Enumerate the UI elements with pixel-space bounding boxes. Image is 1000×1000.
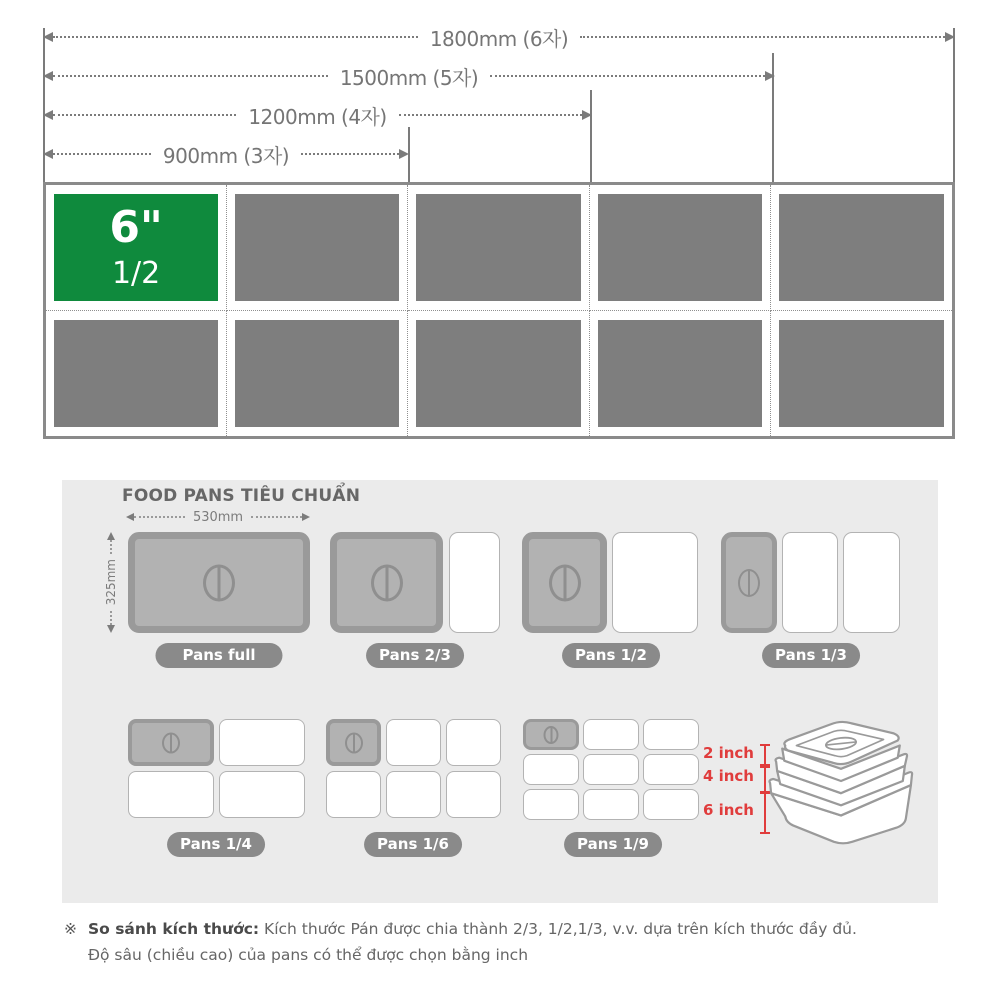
white-pan bbox=[612, 532, 698, 633]
food-pans-section bbox=[62, 480, 938, 903]
pan-size-badge: Pans 2/3 bbox=[366, 643, 464, 668]
lid-handle-icon bbox=[738, 569, 760, 597]
white-pan bbox=[782, 532, 838, 633]
dimension-extension-line bbox=[408, 127, 410, 182]
pans-1-4-group bbox=[128, 719, 305, 818]
dimension-row-1500 bbox=[43, 65, 775, 90]
gray-panel bbox=[235, 194, 399, 301]
dotted-line bbox=[490, 75, 765, 77]
dimension-label: 900mm (3자) bbox=[162, 143, 290, 168]
lid-handle-icon bbox=[549, 564, 581, 601]
dimension-extension-line bbox=[953, 28, 955, 182]
white-pan bbox=[583, 754, 639, 785]
gray-pan bbox=[326, 719, 381, 766]
pan-fraction-label: 1/2 bbox=[111, 255, 161, 291]
white-pan bbox=[128, 771, 214, 818]
height-dimension-325mm bbox=[100, 532, 122, 633]
dotted-line bbox=[53, 153, 151, 155]
gray-pan bbox=[523, 719, 579, 750]
grid-cell bbox=[771, 185, 952, 311]
footnote-bold-label: So sánh kích thước: bbox=[88, 920, 260, 938]
section-title: FOOD PANS TIÊU CHUẨN bbox=[122, 486, 361, 506]
depth-label-4inch: 4 inch bbox=[702, 767, 754, 785]
gray-panel bbox=[598, 194, 762, 301]
gray-pan bbox=[721, 532, 777, 633]
footnote bbox=[64, 916, 884, 968]
white-pan bbox=[326, 771, 381, 818]
footnote-line2: Độ sâu (chiều cao) của pans có thể được chọn bằng inch bbox=[88, 946, 529, 964]
footnote-line1: Kích thước Pán được chia thành 2/3, 1/2,1/3, v.v. dựa trên kích thước đầy đủ. bbox=[259, 920, 857, 938]
dotted-line bbox=[251, 516, 302, 518]
gray-pan bbox=[330, 532, 443, 633]
grid-cell-highlight bbox=[46, 185, 227, 311]
pan-size-badge: Pans 1/2 bbox=[562, 643, 660, 668]
dimension-label: 1200mm (4자) bbox=[248, 104, 387, 129]
dimension-extension-line bbox=[590, 90, 592, 182]
pan-size-badge: Pans 1/3 bbox=[762, 643, 860, 668]
grid-cell bbox=[590, 185, 771, 311]
gray-panel bbox=[416, 320, 580, 428]
dimension-row-900 bbox=[43, 143, 409, 168]
grid-cell bbox=[46, 311, 227, 437]
dimension-label: 1500mm (5자) bbox=[339, 65, 479, 90]
height-dimension-label: 325mm bbox=[104, 559, 118, 606]
lid-handle-icon bbox=[371, 564, 403, 601]
lid-handle-icon bbox=[345, 732, 363, 753]
gray-panel bbox=[235, 320, 399, 428]
white-pan bbox=[523, 754, 579, 785]
gray-panel bbox=[779, 194, 944, 301]
pan-size-badge: Pans 1/9 bbox=[564, 832, 662, 857]
pans-full-group bbox=[128, 532, 310, 633]
highlight-panel bbox=[54, 194, 218, 301]
white-pan bbox=[583, 789, 639, 820]
dotted-line bbox=[399, 114, 582, 116]
dotted-line bbox=[580, 36, 945, 38]
gray-panel bbox=[416, 194, 580, 301]
white-pan bbox=[219, 719, 305, 766]
dotted-line bbox=[301, 153, 399, 155]
pans-1-2-group bbox=[522, 532, 698, 633]
dotted-line bbox=[53, 75, 328, 77]
grid-cell bbox=[408, 311, 589, 437]
white-pan bbox=[843, 532, 900, 633]
pans-1-3-group bbox=[721, 532, 900, 633]
arrow-down-icon bbox=[107, 625, 115, 633]
stacked-pans-illustration bbox=[765, 716, 917, 846]
pans-1-6-group bbox=[326, 719, 501, 818]
white-pan bbox=[386, 719, 441, 766]
pan-size-badge: Pans 1/4 bbox=[167, 832, 265, 857]
dimension-row-1200 bbox=[43, 104, 592, 129]
pan-size-badge: Pans 1/6 bbox=[364, 832, 462, 857]
lid-handle-icon bbox=[162, 732, 180, 753]
pan-size-badge: Pans full bbox=[155, 643, 282, 668]
width-dimension-530mm bbox=[126, 509, 310, 525]
dimension-row-1800 bbox=[43, 26, 955, 51]
gray-pan bbox=[128, 719, 214, 766]
grid-cell bbox=[227, 185, 408, 311]
grid-cell bbox=[408, 185, 589, 311]
dimension-extension-line bbox=[772, 53, 774, 182]
grid-cell bbox=[590, 311, 771, 437]
dotted-line bbox=[53, 114, 236, 116]
white-pan bbox=[449, 532, 500, 633]
gray-pan bbox=[128, 532, 310, 633]
footnote-text bbox=[88, 916, 884, 968]
depth-label-6inch: 6 inch bbox=[702, 801, 754, 819]
gray-pan bbox=[522, 532, 607, 633]
white-pan bbox=[583, 719, 639, 750]
dotted-line bbox=[53, 36, 418, 38]
arrow-up-icon bbox=[107, 532, 115, 540]
white-pan bbox=[523, 789, 579, 820]
lid-handle-icon bbox=[544, 726, 559, 744]
gray-panel bbox=[54, 320, 218, 428]
pans-2-3-group bbox=[330, 532, 500, 633]
pan-depth-label: 6" bbox=[109, 201, 163, 253]
white-pan bbox=[386, 771, 441, 818]
depth-label-2inch: 2 inch bbox=[702, 744, 754, 762]
width-dimension-label: 530mm bbox=[192, 509, 244, 525]
white-pan bbox=[446, 719, 501, 766]
gray-panel bbox=[779, 320, 944, 428]
dotted-line bbox=[110, 540, 112, 554]
arrow-right-icon bbox=[302, 513, 310, 521]
counter-panel-grid bbox=[43, 182, 955, 439]
dimension-extension-line bbox=[43, 28, 45, 182]
dimension-label: 1800mm (6자) bbox=[429, 26, 569, 51]
arrow-left-icon bbox=[126, 513, 134, 521]
white-pan bbox=[219, 771, 305, 818]
reference-mark: ※ bbox=[64, 920, 77, 938]
dotted-line bbox=[134, 516, 185, 518]
dotted-line bbox=[110, 611, 112, 625]
gray-panel bbox=[598, 320, 762, 428]
grid-cell bbox=[771, 311, 952, 437]
white-pan bbox=[446, 771, 501, 818]
grid-cell bbox=[227, 311, 408, 437]
lid-handle-icon bbox=[203, 564, 235, 601]
